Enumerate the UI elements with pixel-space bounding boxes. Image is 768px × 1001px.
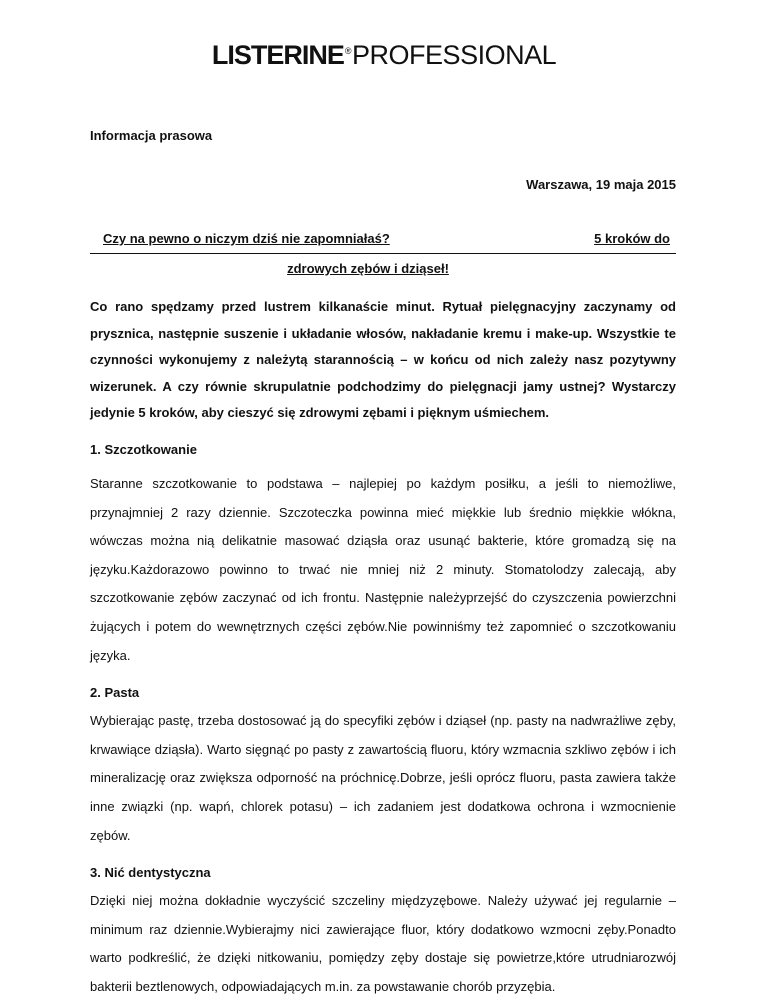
press-release-title [90,224,676,283]
section-heading-floss: 3. Nić dentystyczna [90,865,211,881]
document-body [90,126,676,1001]
logo-subtitle: PROFESSIONAL [352,40,557,70]
section-heading-paste: 2. Pasta [90,685,140,701]
title-part-1: Czy na pewno o niczym dziś nie zapomniałaś? [103,231,390,246]
section-heading-brushing: 1. Szczotkowanie [90,441,197,457]
doc-type-label: Informacja prasowa [90,128,213,143]
date-line: Warszawa, 19 maja 2015 [526,177,676,192]
logo-brand: LISTERINE [211,40,344,70]
lead-paragraph: Co rano spędzamy przed lustrem kilkanaście minut. Rytuał pielęgnacyjny zaczynamy od prysznica, następnie suszenie i układanie włosów, nakładanie kremu i make-up. Wszystkie te czynności wykonujemy z należytą starannością – w końcu od nich zależy nasz pozytywny wizerunek. A czy równie skrupulatnie podchodzimy do pielęgnacji jamy ustnej? Wystarczy jedynie 5 kroków, aby cieszyć się zdrowymi zębami i pięknym uśmiechem. [90,299,676,421]
title-part-3: zdrowych zębów i dziąseł! [287,261,449,276]
section-text-floss: Dzięki niej można dokładnie wyczyścić szczeliny międzyzębowe. Należy używać jej regularnie – minimum raz dziennie.Wybierajmy nici zawierające fluor, który dodatkowo wzmocni zęby.Ponadto warto podkreślić, że dzięki nitkowaniu, pomiędzy zęby dostaje się powietrze,które utrudniarozwój bakterii beztlenowych, odpowiadających m.in. za powstawanie chorób przyzębia. [90,893,676,994]
section-text-brushing: Staranne szczotkowanie to podstawa – najlepiej po każdym posiłku, a jeśli to niemożliwe, przynajmniej 2 razy dziennie. Szczoteczka powinna mieć miękkie lub średnio miękkie włókna, wówczas można nią delikatnie masować dziąsła oraz usunąć bakterie, które gromadzą się na języku.Każdorazowo powinno to trwać nie mniej niż 2 minuty. Stomatolodzy zalecają, aby szczotkowanie zębów zaczynać od ich frontu. Następnie należyprzejść do czyszczenia powierzchni żujących i potem do wewnętrznych części zębów.Nie powinniśmy też zapomnieć o szczotkowaniu języka. [90,475,676,663]
title-part-2: 5 kroków do [594,231,670,246]
logo-registered-mark: ® [344,46,352,56]
section-text-paste: Wybierając pastę, trzeba dostosować ją do specyfiki zębów i dziąseł (np. pasty na nadwrażliwe zęby, krwawiące dziąsła). Warto sięgnąć po pasty z zawartością fluoru, który wzmacnia szkliwo zębów i ich mineralizację oraz zwiększa odporność na próchnicę.Dobrze, jeśli oprócz fluoru, pasta zawiera także inne związki (np. wapń, chlorek potasu) – ich zadaniem jest dodatkowa ochrona i wzmocnienie zębów. [90,713,676,843]
listerine-professional-logo [0,40,768,71]
